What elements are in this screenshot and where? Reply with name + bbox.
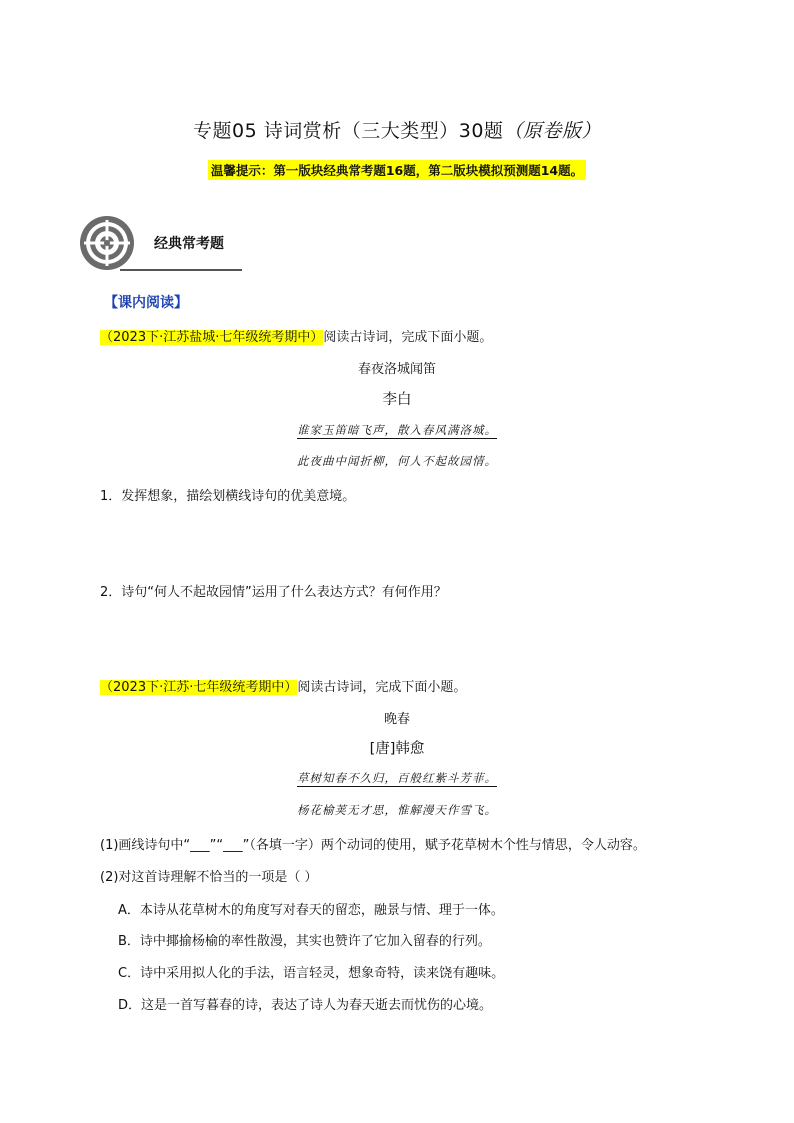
title-sub: （原卷版）	[503, 120, 601, 142]
block1-poem-title: 春夜洛城闻笛	[357, 362, 436, 377]
document-title	[0, 116, 794, 143]
reminder-hint: 温馨提示：第一版块经典常考题16题，第二版块模拟预测题14题。	[208, 160, 586, 180]
target-icon	[78, 214, 136, 272]
section-label: 【课内阅读】	[104, 295, 188, 311]
block1-poem-line2: 此夜曲中闻折柳，何人不起故园情。	[297, 454, 497, 468]
hint-container	[0, 160, 794, 180]
block1-poem-author: 李白	[382, 392, 412, 408]
block1-question1: 1．发挥想象，描绘划横线诗句的优美意境。	[100, 489, 356, 504]
block2-option-d: D．这是一首写暮春的诗，表达了诗人为春天逝去而忧伤的心境。	[118, 998, 493, 1013]
block2-poem-line2: 杨花榆荚无才思，惟解漫天作雪飞。	[297, 803, 497, 817]
block2-poem-line1	[0, 770, 794, 786]
block1-source: （2023下·江苏盐城·七年级统考期中）	[100, 330, 324, 345]
block1-poem-line1	[0, 422, 794, 438]
title-main: 专题05 诗词赏析（三大类型）30题	[193, 120, 504, 142]
block2-option-c: C．诗中采用拟人化的手法，语言轻灵，想象奇特，读来饶有趣味。	[118, 966, 505, 981]
block2-question2: (2)对这首诗理解不恰当的一项是（ ）	[100, 870, 318, 885]
block1-underlined-line: 谁家玉笛暗飞声，散入春风满洛城。	[297, 423, 497, 437]
badge-title: 经典常考题	[154, 236, 224, 252]
block2-poem-author: [唐]韩愈	[369, 741, 425, 757]
block1-source-line	[100, 326, 492, 345]
block1-instruction: 阅读古诗词，完成下面小题。	[323, 330, 493, 345]
block2-source: （2023下·江苏·七年级统考期中）	[100, 680, 298, 695]
block1-question2: 2．诗句“何人不起故园情”运用了什么表达方式？有何作用？	[100, 585, 447, 600]
badge-underline	[120, 269, 242, 271]
block2-instruction: 阅读古诗词，完成下面小题。	[297, 680, 467, 695]
block2-question1: (1)画线诗句中“___”“___”（各填一字）两个动词的使用，赋予花草树木个性与情思，令人动容。	[100, 838, 646, 853]
block2-underlined-line: 草树知春不久归，百般红紫斗芳菲。	[297, 771, 497, 785]
block2-poem-title: 晚春	[383, 712, 410, 727]
block2-option-b: B．诗中揶揄杨榆的率性散漫，其实也赞许了它加入留春的行列。	[118, 934, 491, 949]
block2-source-line	[100, 676, 466, 695]
block2-option-a: A．本诗从花草树木的角度写对春天的留恋，融景与情、理于一体。	[118, 903, 504, 918]
